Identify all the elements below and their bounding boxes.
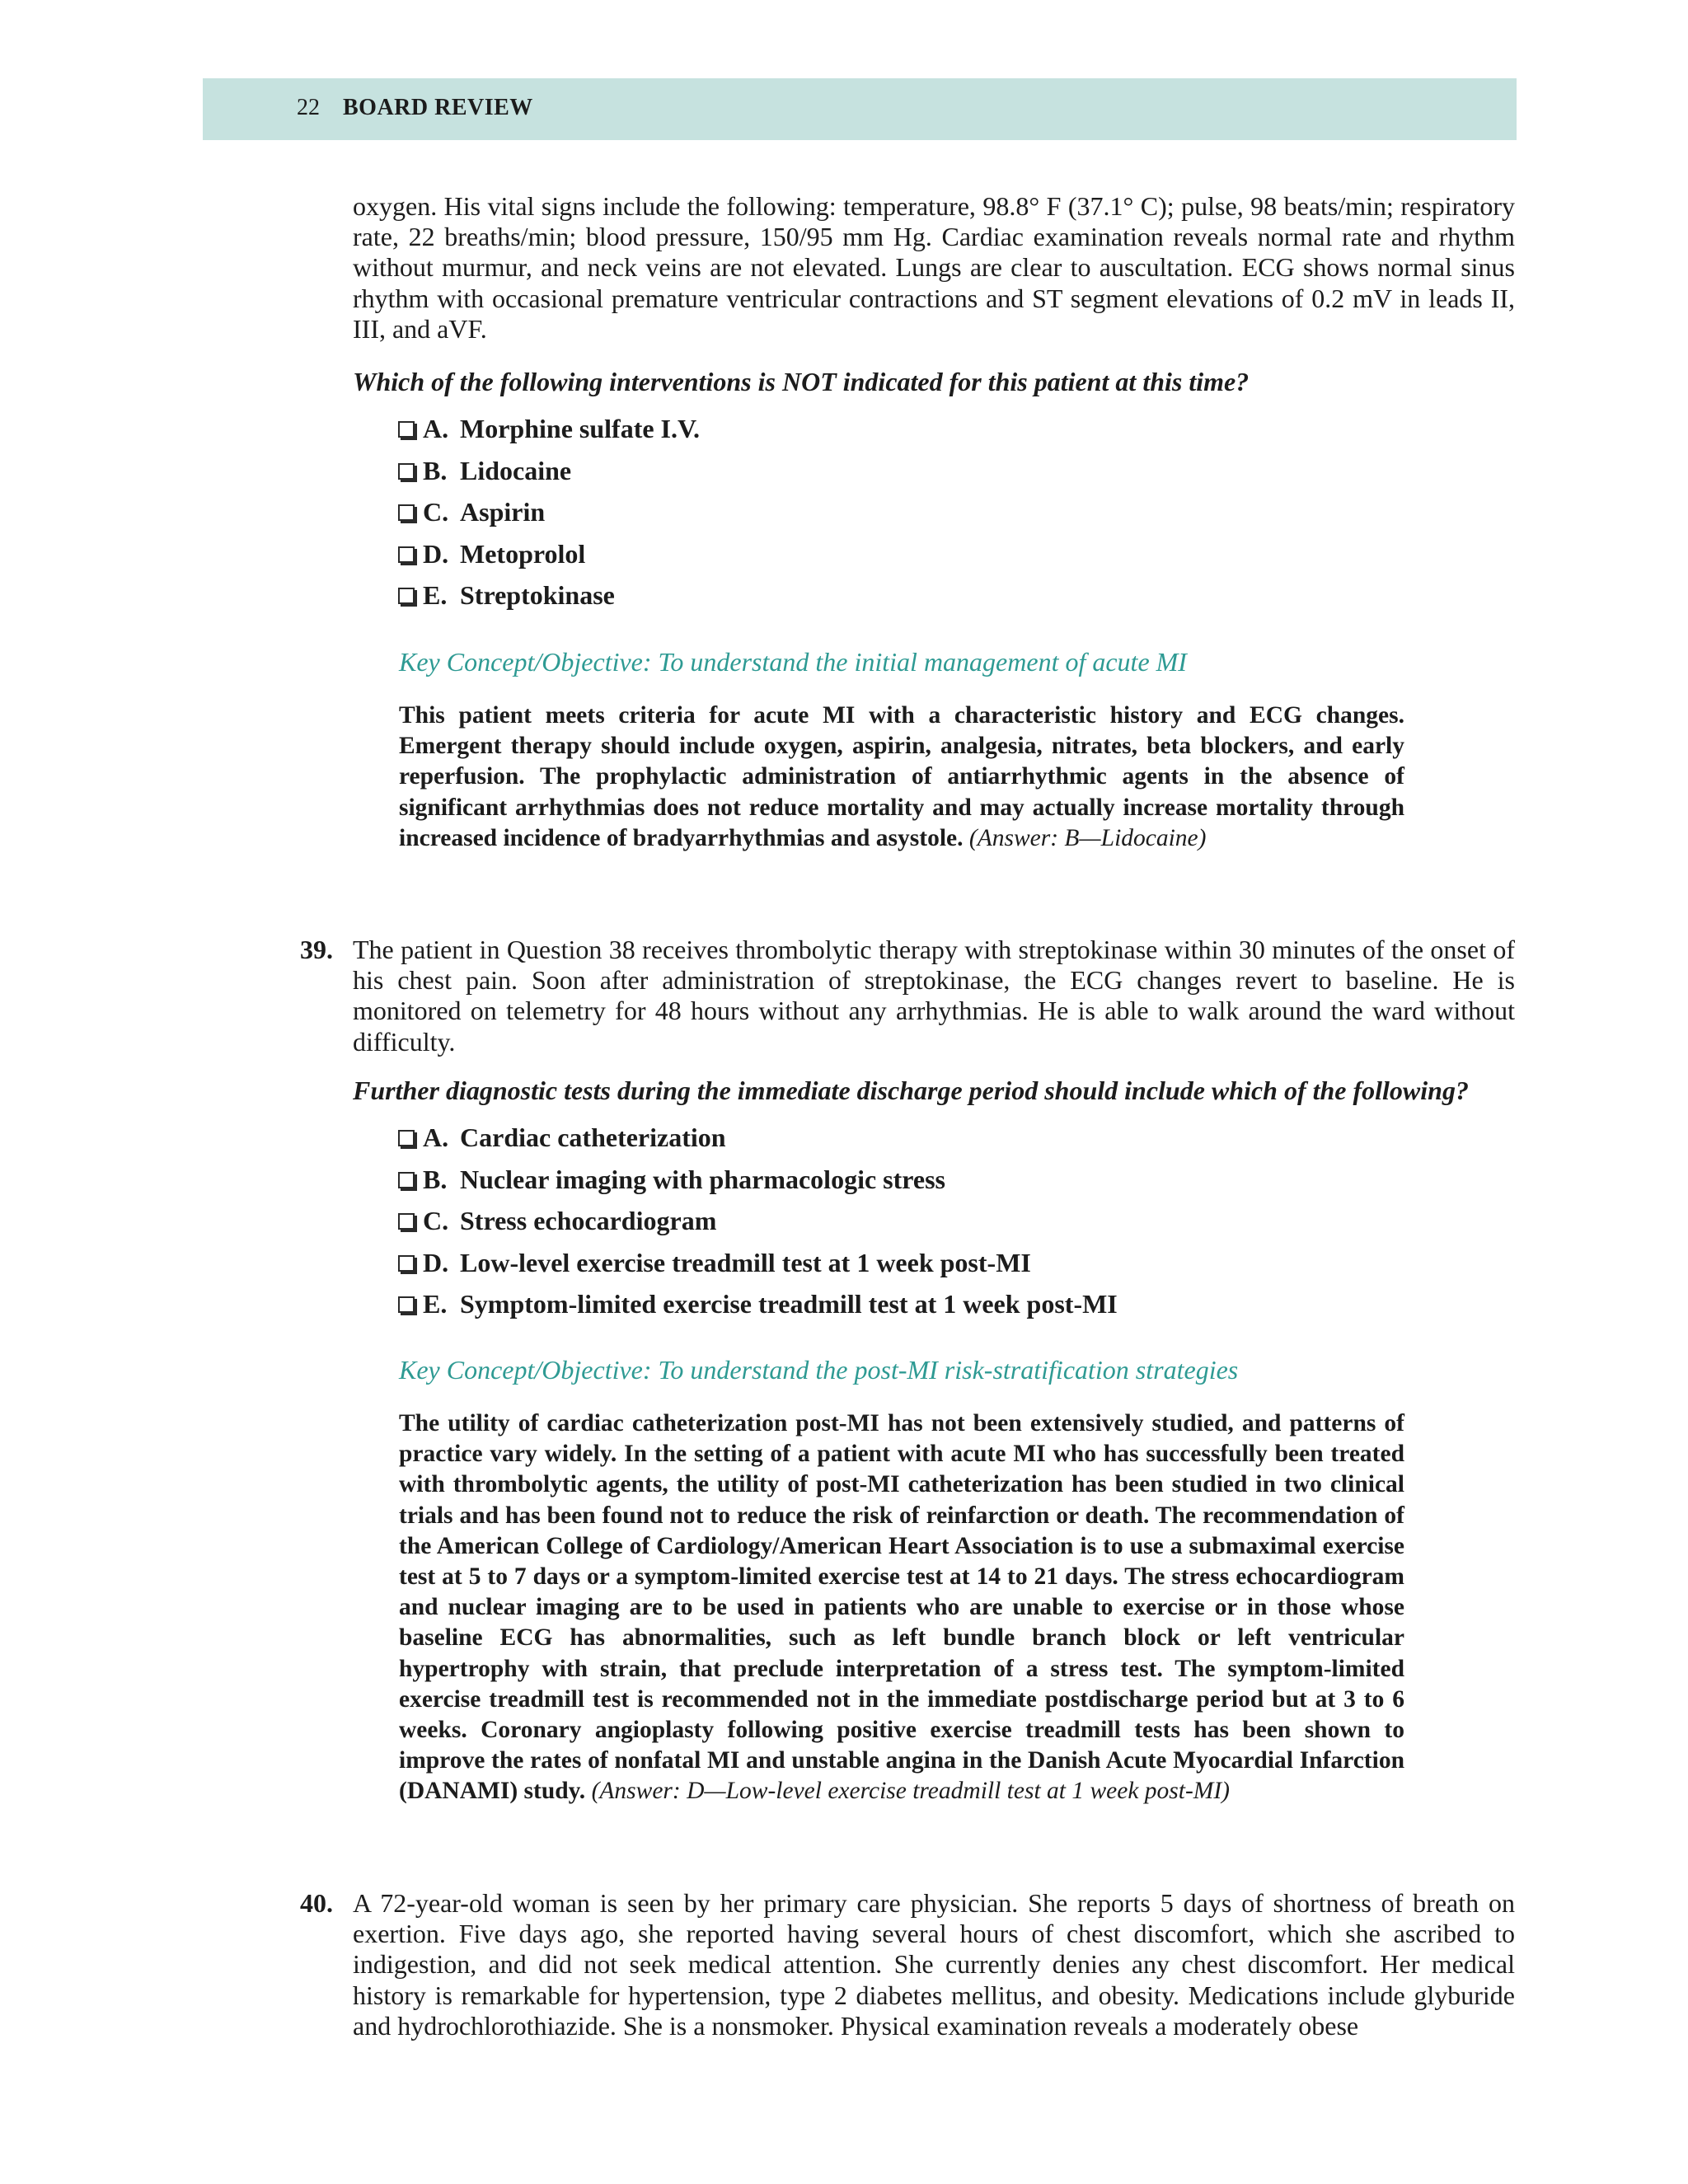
- q38-option-a[interactable]: A. Morphine sulfate I.V.: [398, 414, 700, 456]
- checkbox-icon[interactable]: [398, 463, 415, 480]
- checkbox-icon[interactable]: [398, 1172, 415, 1188]
- q40-number: 40.: [300, 1888, 333, 1918]
- checkbox-icon[interactable]: [398, 546, 415, 563]
- q38-option-d[interactable]: D. Metoprolol: [398, 539, 700, 581]
- page-number: 22: [297, 95, 320, 120]
- q38-options: [398, 414, 700, 622]
- q38-explanation: [399, 701, 1404, 854]
- q39-explanation: [399, 1408, 1404, 1807]
- q39-answer: (Answer: D—Low-level exercise treadmill test at 1 week post-MI): [591, 1778, 1231, 1805]
- q38-option-b[interactable]: B. Lidocaine: [398, 456, 700, 498]
- q38-prompt: Which of the following interventions is NOT indicated for this patient at this time?: [353, 367, 1250, 396]
- section-title: BOARD REVIEW: [343, 95, 533, 120]
- checkbox-icon[interactable]: [398, 504, 415, 521]
- q38-key-concept: Key Concept/Objective: To understand the initial management of acute MI: [399, 647, 1187, 677]
- checkbox-icon[interactable]: [398, 421, 415, 438]
- q39-option-a[interactable]: A. Cardiac catheterization: [398, 1122, 1118, 1165]
- q39-stem: The patient in Question 38 receives thrombolytic therapy with streptokinase within 30 minutes of the onset of his chest pain. Soon after administration of streptokinase, the ECG changes revert to baseline. He is monitored on telemetry for 48 hours without any arrhythmias. He is able to walk around the ward without difficulty.: [353, 935, 1515, 1057]
- q39-options: [398, 1122, 1118, 1331]
- q39-option-b[interactable]: B. Nuclear imaging with pharmacologic stress: [398, 1165, 1118, 1207]
- q39-number: 39.: [300, 935, 333, 964]
- checkbox-icon[interactable]: [398, 1130, 415, 1146]
- q39-option-e[interactable]: E. Symptom-limited exercise treadmill test at 1 week post-MI: [398, 1289, 1118, 1331]
- q39-option-d[interactable]: D. Low-level exercise treadmill test at 1 week post-MI: [398, 1248, 1118, 1290]
- q39-option-c[interactable]: C. Stress echocardiogram: [398, 1206, 1118, 1248]
- checkbox-icon[interactable]: [398, 1296, 415, 1313]
- q39-key-concept: Key Concept/Objective: To understand the post-MI risk-stratification strategies: [399, 1355, 1239, 1385]
- q39-prompt: Further diagnostic tests during the immediate discharge period should include which of the following?: [353, 1076, 1469, 1105]
- q40-stem: A 72-year-old woman is seen by her primary care physician. She reports 5 days of shortness of breath on exertion. Five days ago, she reported having several hours of chest discomfort, which she ascribed to indigestion, and did not seek medical attention. She currently denies any chest discomfort. Her medical history is remarkable for hypertension, type 2 diabetes mellitus, and obesity. Medications include glyburide and hydrochlorothiazide. She is a nonsmoker. Physical examination reveals a moderately obese: [353, 1888, 1515, 2041]
- q38-answer: (Answer: B—Lidocaine): [968, 824, 1207, 851]
- checkbox-icon[interactable]: [398, 1213, 415, 1230]
- checkbox-icon[interactable]: [398, 588, 415, 604]
- q38-explanation-text: This patient meets criteria for acute MI with a characteristic history and ECG changes. Emergent therapy should include oxygen, aspirin, analgesia, nitrates, beta blockers, and early reperfusion. The prophylactic administration of antiarrhythmic agents in the absence of significant arrhythmias does not reduce mortality and may actually increase mortality through increased incidence of bradyarrhythmias and asystole.: [399, 702, 1404, 851]
- page-header: [203, 78, 1517, 140]
- q38-option-c[interactable]: C. Aspirin: [398, 497, 700, 539]
- q39-explanation-text: The utility of cardiac catheterization post-MI has not been extensively studied, and patterns of practice vary widely. In the setting of a patient with acute MI who has successfully been treated with thrombolytic agents, the utility of post-MI catheterization has been studied in two clinical trials and has been found not to reduce the risk of reinfarction or death. The recommendation of the American College of Cardiology/American Heart Association is to use a submaximal exercise test at 5 to 7 days or a symptom-limited exercise test at 14 to 21 days. The stress echocardiogram and nuclear imaging are to be used in patients who are unable to exercise or in those whose baseline ECG has abnormalities, such as left bundle branch block or left ventricular hypertrophy with strain, that preclude interpretation of a stress test. The symptom-limited exercise treadmill test is recommended not in the immediate postdischarge period but at 3 to 6 weeks. Coronary angioplasty following positive exercise treadmill tests has been shown to improve the rates of nonfatal MI and unstable angina in the Danish Acute Myocardial Infarction (DANAMI) study.: [399, 1410, 1404, 1805]
- q38-stem: oxygen. His vital signs include the following: temperature, 98.8° F (37.1° C); pulse, 98 beats/min; respiratory rate, 22 breaths/min; blood pressure, 150/95 mm Hg. Cardiac examination reveals normal rate and rhythm without murmur, and neck veins are not elevated. Lungs are clear to auscultation. ECG shows normal sinus rhythm with occasional premature ventricular contractions and ST segment elevations of 0.2 mV in leads II, III, and aVF.: [353, 191, 1515, 344]
- checkbox-icon[interactable]: [398, 1255, 415, 1272]
- q38-option-e[interactable]: E. Streptokinase: [398, 580, 700, 622]
